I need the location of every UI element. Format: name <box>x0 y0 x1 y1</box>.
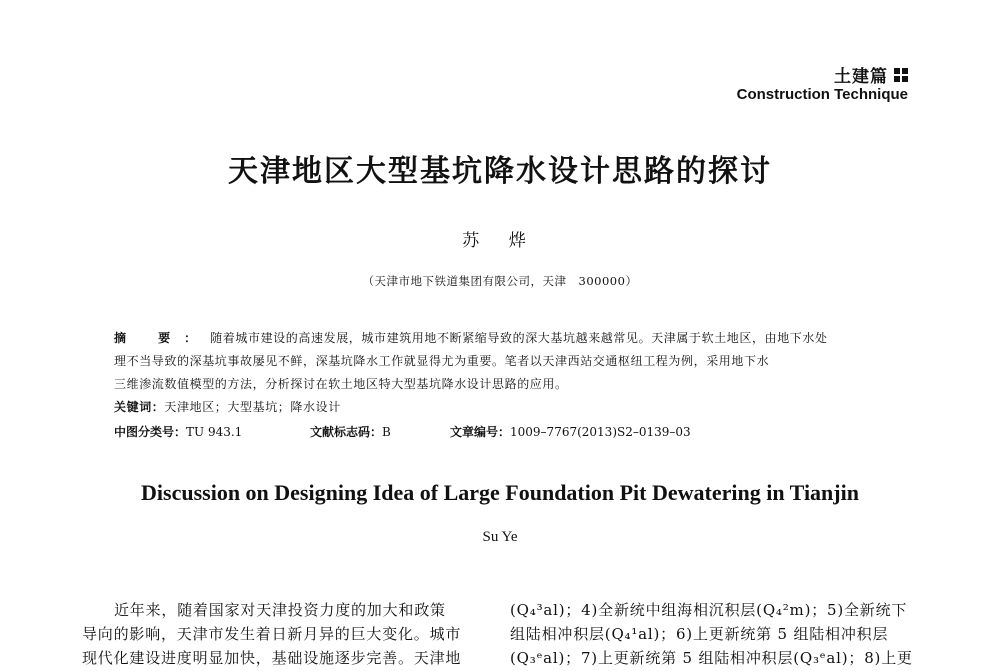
article-title-cn: 天津地区大型基坑降水设计思路的探讨 <box>228 154 772 189</box>
keywords-text: 天津地区；大型基坑；降水设计 <box>164 400 341 414</box>
doc-code-cell <box>310 422 450 442</box>
abstract-text-1: 随着城市建设的高速发展，城市建筑用地不断紧缩导致的深大基坑越来越常见。天津属于软土地区，由地下水处 <box>210 331 828 345</box>
author-affiliation: （天津市地下铁道集团有限公司，天津 300000） <box>362 274 638 288</box>
abstract-line-3: 三维渗流数值模型的方法，分析探讨在软土地区特大型基坑降水设计思路的应用。 <box>114 377 568 391</box>
abstract-line-1 <box>114 327 900 350</box>
author-cn: 苏 烨 <box>462 231 538 251</box>
abstract-line-2: 理不当导致的深基坑事故屡见不鲜，深基坑降水工作就显得尤为重要。笔者以天津西站交通枢纽工程为例，采用地下水 <box>114 354 770 368</box>
article-title-en: Discussion on Designing Idea of Large Foundation Pit Dewatering in Tianjin <box>141 480 859 505</box>
keywords-label: 关键词： <box>114 400 165 414</box>
doc-code-label: 文献标志码： <box>310 425 383 439</box>
clc-cell <box>114 422 310 442</box>
body-left-line-1: 近年来，随着国家对天津投资力度的加大和政策 <box>114 601 446 619</box>
abstract-block <box>114 327 900 419</box>
clc-value: TU 943.1 <box>186 425 243 439</box>
article-no-label: 文章编号： <box>450 425 511 439</box>
body-column-right <box>510 598 916 670</box>
section-header-en: Construction Technique <box>736 86 908 103</box>
body-left-line-2: 导向的影响，天津市发生着日新月异的巨大变化。城市 <box>82 625 462 643</box>
body-right-line-3: (Q₃ᵉal)；7)上更新统第 5 组陆相冲积层(Q₃ᵉal)；8)上更 <box>510 649 913 667</box>
article-no-cell <box>450 422 691 442</box>
body-right-line-1: (Q₄³al)；4)全新统中组海相沉积层(Q₄²m)；5)全新统下 <box>510 601 908 619</box>
article-no-value: 1009–7767(2013)S2–0139–03 <box>510 425 691 439</box>
body-column-left <box>82 598 488 670</box>
author-en: Su Ye <box>482 529 518 545</box>
body-right-line-2: 组陆相冲积层(Q₄¹al)；6)上更新统第 5 组陆相冲积层 <box>510 625 889 643</box>
clc-label: 中图分类号： <box>114 425 187 439</box>
classification-row <box>114 422 691 442</box>
doc-code-value: B <box>382 425 391 439</box>
section-header-cn <box>834 62 908 87</box>
section-label-cn: 土建篇 <box>834 67 888 87</box>
abstract-label: 摘 要： <box>114 331 211 345</box>
body-left-line-3: 现代化建设进度明显加快，基础设施逐步完善。天津地 <box>82 649 462 667</box>
keywords-line <box>114 396 900 419</box>
section-mark-icon <box>894 68 908 82</box>
